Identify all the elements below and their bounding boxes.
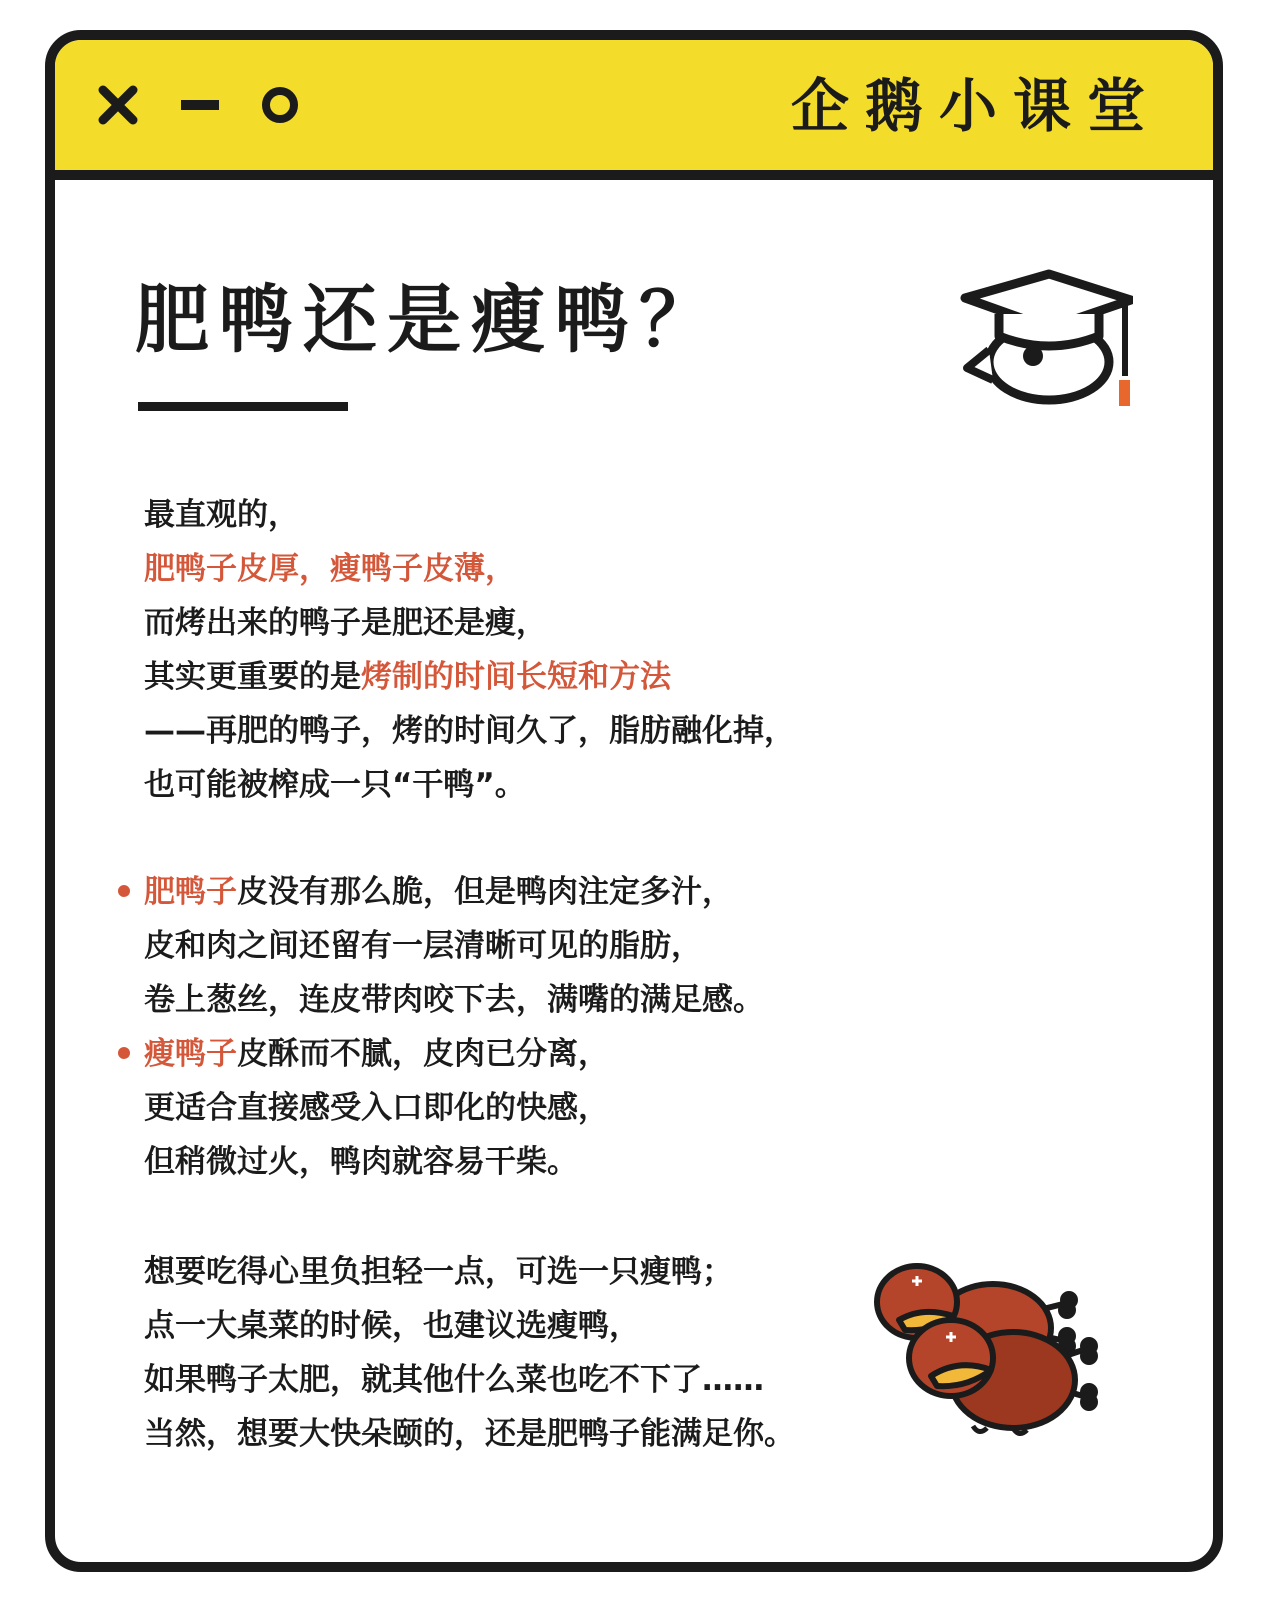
roast-duck-illustration xyxy=(863,1250,1113,1450)
app-window xyxy=(45,30,1223,1572)
advice-line-2: 点一大桌菜的时候，也建议选瘦鸭， xyxy=(144,1308,640,1344)
title-underline xyxy=(138,402,348,411)
advice-line-1: 想要吃得心里负担轻一点，可选一只瘦鸭； xyxy=(144,1254,733,1290)
intro-line-6: 也可能被榨成一只“干鸭”。 xyxy=(144,767,526,803)
page-title: 肥鸭还是瘦鸭？ xyxy=(135,277,723,363)
fat-duck-item xyxy=(144,865,874,919)
comparison-list xyxy=(144,865,874,1189)
advice-line-3: 如果鸭子太肥，就其他什么菜也吃不下了…… xyxy=(144,1362,764,1398)
intro-paragraph xyxy=(144,488,874,812)
intro-line-1: 最直观的， xyxy=(144,497,299,533)
lean-duck-label: 瘦鸭子 xyxy=(144,1036,237,1072)
fat-duck-line-3: 卷上葱丝，连皮带肉咬下去，满嘴的满足感。 xyxy=(144,982,764,1018)
lean-duck-line-1: 皮酥而不腻，皮肉已分离， xyxy=(237,1036,609,1072)
bullet-dot-icon xyxy=(118,885,130,897)
advice-paragraph xyxy=(144,1245,874,1461)
title-bar xyxy=(55,40,1213,180)
intro-line-4 xyxy=(144,650,874,704)
minimize-icon[interactable] xyxy=(173,78,227,132)
intro-line-5: ——再肥的鸭子，烤的时间久了，脂肪融化掉， xyxy=(144,713,795,749)
lean-duck-line-3: 但稍微过火，鸭肉就容易干柴。 xyxy=(144,1144,578,1180)
intro-line-4-highlight: 烤制的时间长短和方法 xyxy=(361,659,671,695)
fat-duck-line-2: 皮和肉之间还留有一层清晰可见的脂肪， xyxy=(144,928,702,964)
brand-title: 企鹅小课堂 xyxy=(790,72,1161,140)
bullet-dot-icon xyxy=(118,1047,130,1059)
lean-duck-item xyxy=(144,1027,874,1081)
lean-duck-line-2: 更适合直接感受入口即化的快感， xyxy=(144,1090,609,1126)
close-icon[interactable] xyxy=(91,78,145,132)
intro-line-4-prefix: 其实更重要的是 xyxy=(144,659,361,695)
intro-line-3: 而烤出来的鸭子是肥还是瘦， xyxy=(144,605,547,641)
advice-line-4: 当然，想要大快朵颐的，还是肥鸭子能满足你。 xyxy=(144,1416,795,1452)
fat-duck-line-1: 皮没有那么脆，但是鸭肉注定多汁， xyxy=(237,874,733,910)
fat-duck-label: 肥鸭子 xyxy=(144,874,237,910)
maximize-icon[interactable] xyxy=(253,78,307,132)
intro-line-2-highlight: 肥鸭子皮厚，瘦鸭子皮薄， xyxy=(144,551,516,587)
penguin-graduation-cap-icon xyxy=(953,240,1133,410)
